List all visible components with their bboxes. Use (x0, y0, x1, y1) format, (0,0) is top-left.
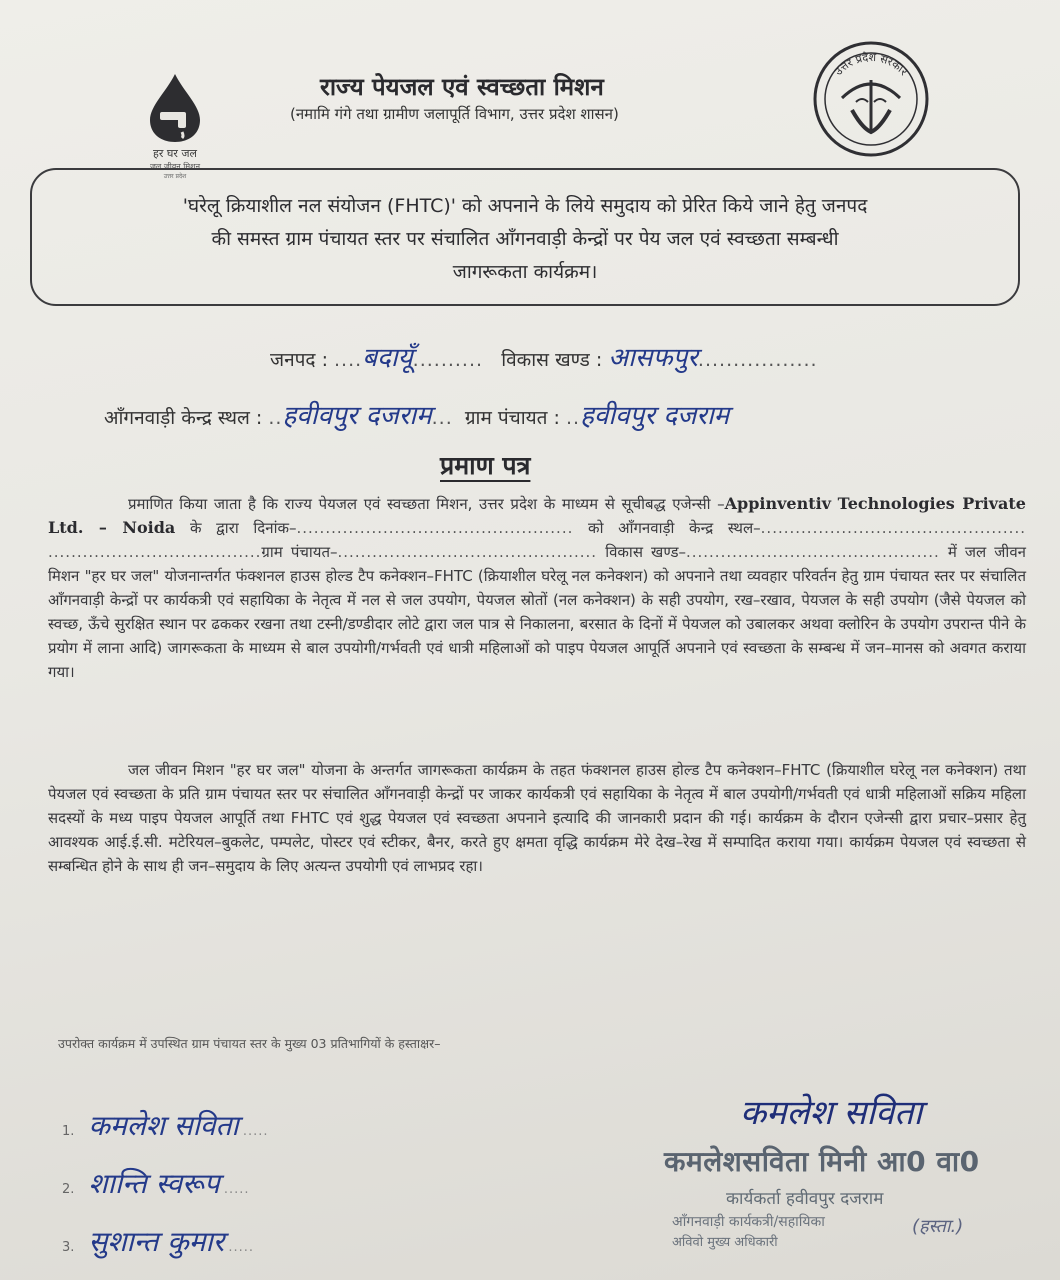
attendee-number-1: 1. (62, 1124, 75, 1139)
mission-title: राज्य पेयजल एवं स्वच्छता मिशन (320, 73, 604, 101)
attendee-signature-3: सुशान्त कुमार (88, 1225, 225, 1258)
para1-site: को आँगनवाड़ी केन्द्र स्थल– (588, 519, 761, 537)
har-ghar-jal-logo (120, 72, 230, 180)
logo-line-2: जल जीवन मिशन (149, 162, 201, 171)
attendee-signature-1: कमलेश सविता (88, 1109, 239, 1142)
stamp-place: कार्यकर्ता हवीवपुर दजराम (726, 1189, 884, 1209)
agency-name-2: Technologies Private Ltd. – Noida (48, 494, 1026, 537)
panchayat-label: ग्राम पंचायत : (464, 407, 560, 429)
up-government-seal-icon (812, 40, 930, 158)
seal-text: उत्तर प्रदेश सरकार (831, 50, 911, 79)
attendee-number-2: 2. (62, 1182, 75, 1197)
block-label: विकास खण्ड : (501, 349, 603, 371)
stamp-mark: (हस्ता.) (912, 1216, 964, 1237)
block-value: आसफपुर (608, 343, 698, 373)
stamp-role: आँगनवाड़ी कार्यकत्री/सहायिका (672, 1214, 825, 1230)
anganwadi-label: आँगनवाड़ी केन्द्र स्थल : (104, 407, 263, 429)
logo-line-1: हर घर जल (153, 147, 197, 160)
district-value: बदायूँ (362, 343, 413, 373)
attendee-number-3: 3. (62, 1240, 75, 1255)
signatory-signature: कमलेश सविता (740, 1093, 923, 1133)
banner-line-3: जागरूकता कार्यक्रम। (452, 261, 598, 283)
svg-text:उत्तर प्रदेश सरकार (832, 51, 911, 78)
attendees-note: उपरोक्त कार्यक्रम में उपस्थित ग्राम पंचायत स्तर के मुख्य 03 प्रतिभागियों के हस्ताक्षर– (58, 1036, 441, 1051)
para1-block: विकास खण्ड– (605, 543, 686, 561)
district-block-row: जनपद : ....बदायूँ.......... विकास खण्ड : आसफपुर................. (270, 343, 818, 373)
para1-date: के द्वारा दिनांक– (189, 519, 297, 537)
attendee-signature-2: शान्ति स्वरूप (88, 1167, 220, 1200)
stamp-name: कमलेशसविता मिनी आ0 वा0 (664, 1145, 980, 1178)
water-drop-tap-icon (140, 72, 210, 144)
certificate-title: प्रमाण पत्र (440, 451, 531, 480)
para1-start: प्रमाणित किया जाता है कि राज्य पेयजल एवं स्वच्छता मिशन, उत्तर प्रदेश के माध्यम से सूचीबद्ध एजेन्सी – (128, 495, 725, 513)
panchayat-value: हवीवपुर दजराम (580, 401, 730, 431)
anganwadi-panchayat-row: आँगनवाड़ी केन्द्र स्थल : ..हवीवपुर दजराम... ग्राम पंचायत : ..हवीवपुर दजराम (104, 401, 730, 431)
attendee-signature-row-2: 2. शान्ति स्वरूप ..... (62, 1167, 250, 1200)
anganwadi-value: हवीवपुर दजराम (282, 401, 432, 431)
agency-name-1: Appinventiv (724, 494, 831, 513)
mission-subtitle: (नमामि गंगे तथा ग्रामीण जलापूर्ति विभाग, उत्तर प्रदेश शासन) (290, 105, 619, 123)
program-banner (30, 168, 1020, 306)
para1-rest: में जल जीवन मिशन "हर घर जल" योजनान्तर्गत फंक्शनल हाउस होल्ड टैप कनेक्शन–FHTC (क्रियाशील घरेलू नल कनेक्शन) को अपनाने तथा व्यवहार परिवर्तन हेतु ग्राम पंचायत स्तर पर संचालित आँगनवाड़ी केन्द्रों पर कार्यकत्री एवं सहायिका के नेतृत्व में नल से जल उपयोग, पेयजल स्रोतों (नल कनेक्शन) के सही उपयोग, रख–रखाव, पेयजल के सही उपयोग (जैसे पेयजल को स्वच्छ, ऊँचे सुरक्षित स्थान पर ढककर रखना तथा टस्नी/डण्डीदार लोटे द्वारा जल पात्र से निकालना, बरसात के दिनों में पेयजल को उबालकर अथवा क्लोरिन के उपयोग उपरान्त पीने के प्रयोग में लाना आदि) जागरूकता के माध्यम से बाल उपयोगी/गर्भवती एवं धात्री महिलाओं को पाइप पेयजल आपूर्ति अपनाने एवं स्वच्छता के सम्बन्ध में जन–मानस को अवगत कराया गया। (48, 543, 1026, 681)
certificate-paragraph-1: प्रमाणित किया जाता है कि राज्य पेयजल एवं स्वच्छता मिशन, उत्तर प्रदेश के माध्यम से सूचीबद्ध एजेन्सी –Appinventiv Technologies Private Ltd. – Noida के द्वारा दिनांक–................................................ को आँगनवाड़ी केन्द्र स्थल–.............................................. .....................................ग्राम पंचायत–............................................. विकास खण्ड–............................................ में जल जीवन मिशन "हर घर जल" योजनान्तर्गत फंक्शनल हाउस होल्ड टैप कनेक्शन–FHTC (क्रियाशील घरेलू नल कनेक्शन) को अपनाने तथा व्यवहार परिवर्तन हेतु ग्राम पंचायत स्तर पर संचालित आँगनवाड़ी केन्द्रों पर कार्यकत्री एवं सहायिका के नेतृत्व में नल से जल उपयोग, पेयजल स्रोतों (नल कनेक्शन) के सही उपयोग, रख–रखाव, पेयजल के सही उपयोग (जैसे पेयजल को स्वच्छ, ऊँचे सुरक्षित स्थान पर ढककर रखना तथा टस्नी/डण्डीदार लोटे द्वारा जल पात्र से निकालना, बरसात के दिनों में पेयजल को उबालकर अथवा क्लोरिन के उपयोग उपरान्त पीने के प्रयोग में लाना आदि) जागरूकता के माध्यम से बाल उपयोगी/गर्भवती एवं धात्री महिलाओं को पाइप पेयजल आपूर्ति अपनाने एवं स्वच्छता के सम्बन्ध में जन–मानस को अवगत कराया गया। (48, 494, 1026, 681)
banner-line-2: की समस्त ग्राम पंचायत स्तर पर संचालित आँगनवाड़ी केन्द्रों पर पेय जल एवं स्वच्छता सम्बन्धी (211, 228, 839, 250)
para1-panchayat: ग्राम पंचायत– (261, 543, 338, 561)
district-label: जनपद : (270, 349, 328, 371)
stamp-role-2: अविवो मुख्य अधिकारी (672, 1235, 778, 1250)
attendee-signature-row-1: 1. कमलेश सविता ..... (62, 1109, 269, 1142)
logo-line-3: उत्तर प्रदेश (163, 173, 187, 180)
banner-line-1: 'घरेलू क्रियाशील नल संयोजन (FHTC)' को अपनाने के लिये समुदाय को प्रेरित किये जाने हेतु जनपद (182, 195, 868, 217)
certificate-paragraph-2: जल जीवन मिशन "हर घर जल" योजना के अन्तर्गत जागरूकता कार्यक्रम के तहत फंक्शनल हाउस होल्ड टैप कनेक्शन–FHTC (क्रियाशील घरेलू नल कनेक्शन) तथा पेयजल एवं स्वच्छता के प्रति ग्राम पंचायत स्तर पर संचालित आँगनवाड़ी केन्द्रों पर जाकर कार्यकत्री एवं सहायिका के नेतृत्व में बाल उपयोगी/गर्भवती एवं धात्री महिलाओं सक्रिय महिला सदस्यों के मध्य पाइप पेयजल आपूर्ति तथा FHTC एवं शुद्ध पेयजल एवं स्वच्छता अपनाने इत्यादि की जानकारी प्रदान की गई। कार्यक्रम के दौरान एजेन्सी द्वारा प्रचार–प्रसार हेतु आवश्यक आई.ई.सी. मटेरियल–बुकलेट, पम्पलेट, पोस्टर एवं स्टीकर, बैनर, करते हुए क्षमता वृद्धि कार्यक्रम मेरे देख–रेख में सम्पादित कराया गया। कार्यक्रम पेयजल एवं स्वच्छता से सम्बन्धित होने के साथ ही जन–समुदाय के लिए अत्यन्त उपयोगी एवं लाभप्रद रहा। (48, 761, 1026, 875)
attendee-signature-row-3: 3. सुशान्त कुमार ..... (62, 1225, 255, 1258)
